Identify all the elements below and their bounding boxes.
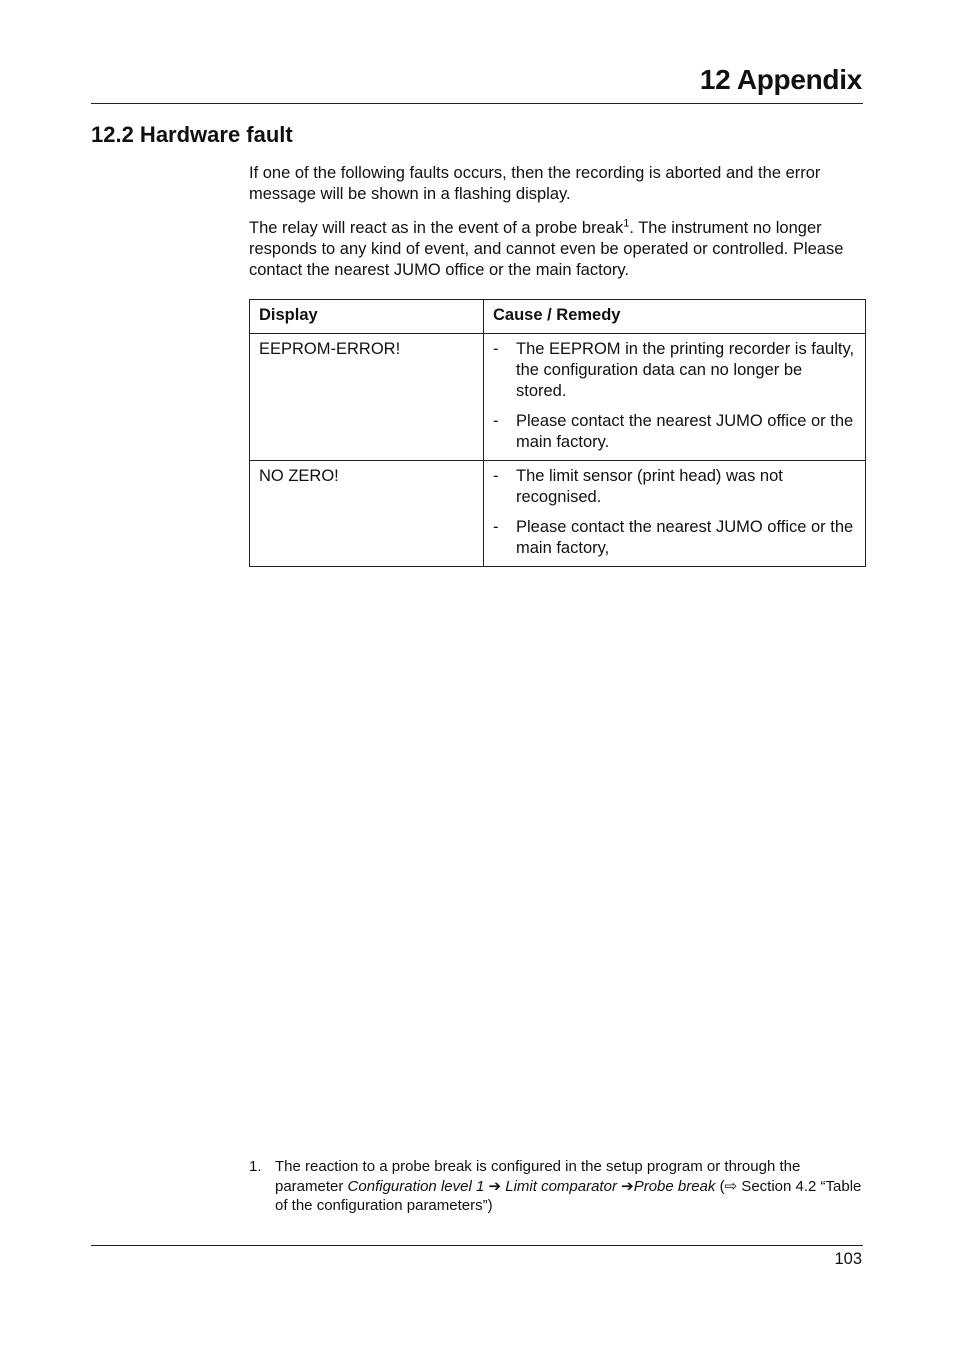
remedy-item: [493, 339, 856, 402]
table-header-row: [250, 300, 866, 334]
remedy-text: The limit sensor (print head) was not recognised.: [516, 467, 783, 506]
remedy-item: [493, 517, 856, 559]
paragraph-2-text-end: . The instrument no longer responds to any kind of event, and cannot even be operated or controlled. Please contact the nearest JUMO office or the main factory.: [249, 219, 844, 279]
section-title: 12.2 Hardware fault: [91, 122, 293, 147]
footnote-number: 1.: [249, 1158, 262, 1175]
section-reference-icon: ⇨: [724, 1177, 738, 1195]
remedy-item: [493, 466, 856, 508]
footnote-text-start: The reaction to a probe break is configured in the setup program or through the parameter: [275, 1158, 801, 1195]
list-dash: -: [493, 518, 499, 536]
remedy-cell: [484, 334, 866, 461]
arrow-right-icon: ➔: [621, 1177, 634, 1195]
footer-divider: [91, 1245, 863, 1246]
remedy-list: [493, 466, 856, 559]
page-number: 103: [834, 1250, 862, 1268]
footnote-reference[interactable]: 1: [623, 217, 630, 230]
hardware-fault-table: [249, 299, 866, 567]
column-header-display: Display: [250, 300, 484, 334]
remedy-item: [493, 411, 856, 453]
paragraph-2-text-start: The relay will react as in the event of a probe break: [249, 219, 624, 237]
list-dash: -: [493, 467, 499, 485]
remedy-list: [493, 339, 856, 453]
footnote: [249, 1157, 869, 1216]
display-cell: NO ZERO!: [250, 461, 484, 567]
chapter-title: 12 Appendix: [699, 64, 862, 95]
footnote-open-paren: (: [719, 1177, 725, 1195]
remedy-text: Please contact the nearest JUMO office or the main factory,: [516, 518, 854, 557]
remedy-text: The EEPROM in the printing recorder is faulty, the configuration data can no longer be stored.: [516, 340, 855, 400]
remedy-text: Please contact the nearest JUMO office or the main factory.: [516, 412, 854, 451]
footnote-text: [275, 1157, 869, 1216]
arrow-right-icon: ➔: [488, 1177, 502, 1195]
footnote-path-level: Configuration level 1: [347, 1177, 485, 1195]
list-dash: -: [493, 340, 499, 358]
footnote-path-probe: Probe break: [633, 1177, 716, 1195]
remedy-cell: [484, 461, 866, 567]
table-row: [250, 461, 866, 567]
display-cell: EEPROM-ERROR!: [250, 334, 484, 461]
table-row: [250, 334, 866, 461]
column-header-cause-remedy: Cause / Remedy: [484, 300, 866, 334]
header-divider: [91, 103, 863, 104]
intro-paragraph-1: If one of the following faults occurs, then the recording is aborted and the error message will be shown in a flashing display.: [249, 164, 821, 203]
list-dash: -: [493, 412, 499, 430]
intro-paragraph-2: [249, 218, 869, 281]
section-reference-link[interactable]: Section 4.2 “Table of the configuration parameters”): [275, 1177, 862, 1214]
footnote-path-comparator: Limit comparator: [505, 1177, 617, 1195]
